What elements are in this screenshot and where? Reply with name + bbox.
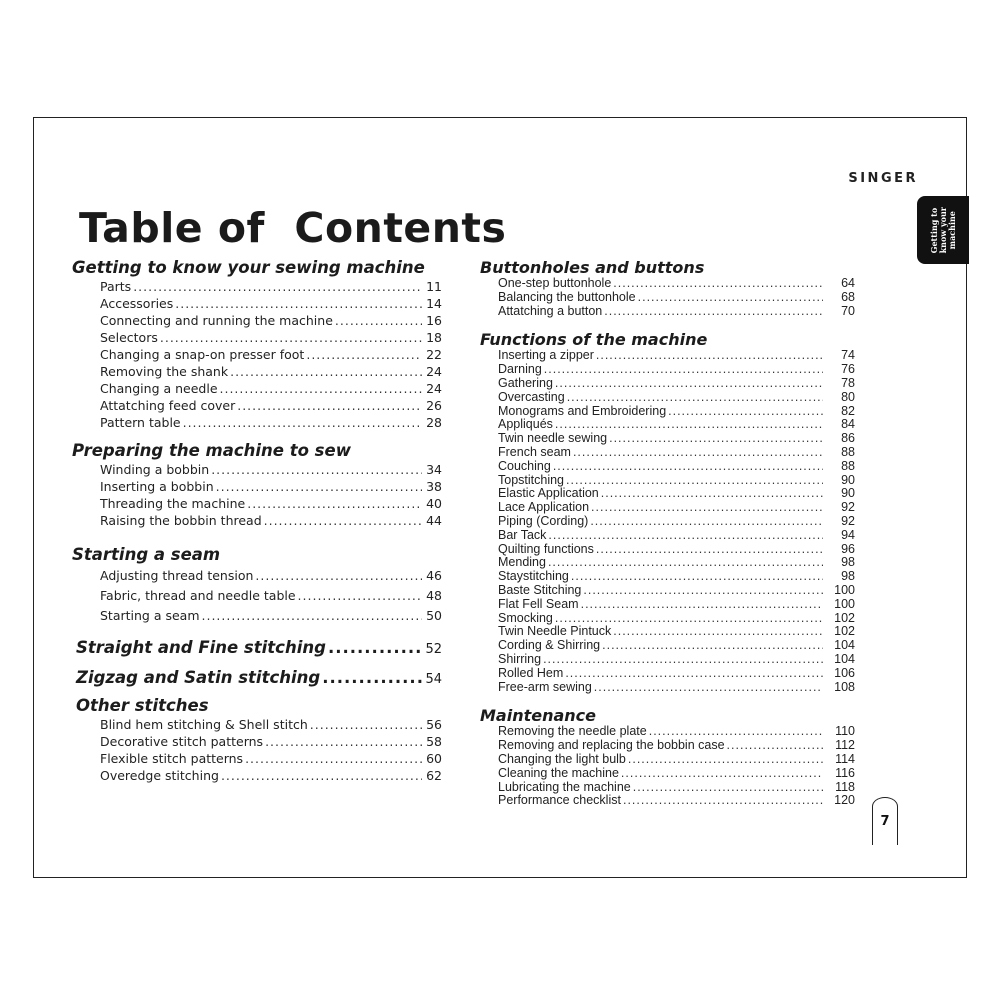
leader-dots (555, 418, 823, 432)
toc-entry[interactable] (72, 295, 442, 312)
leader-dots (565, 667, 823, 681)
entry-page: 98 (841, 555, 855, 570)
leader-dots (555, 612, 823, 626)
entry-label: Piping (Cording) (498, 513, 589, 528)
entry-label: Couching (498, 458, 551, 473)
toc-entry[interactable] (72, 586, 442, 606)
entry-label: Parts (100, 279, 132, 294)
leader-dots (160, 329, 422, 346)
entry-label: Balancing the buttonhole (498, 289, 636, 304)
entry-page: 50 (426, 608, 442, 623)
leader-dots (548, 556, 823, 570)
toc-chapter-entry[interactable] (72, 664, 442, 692)
entry-page: 100 (834, 582, 855, 597)
entry-label: Performance checklist (498, 793, 621, 808)
toc-section (480, 330, 855, 694)
leader-dots (245, 750, 422, 767)
toc-entry[interactable] (72, 716, 442, 733)
leader-dots (566, 474, 823, 488)
toc-entry[interactable] (480, 556, 855, 570)
entry-label: Threading the machine (100, 496, 246, 511)
chapter-entry-page: 54 (425, 672, 442, 687)
entry-page: 102 (834, 624, 855, 639)
entry-page: 68 (841, 289, 855, 304)
section-heading: Preparing the machine to sew (72, 441, 351, 460)
entry-label: Cording & Shirring (498, 638, 601, 653)
toc-entry[interactable] (72, 329, 442, 346)
toc-entry[interactable] (72, 346, 442, 363)
toc-entry[interactable] (72, 495, 442, 512)
leader-dots (596, 349, 823, 363)
entry-label: Bar Tack (498, 527, 547, 542)
toc-entry[interactable] (480, 529, 855, 543)
toc-entry[interactable] (480, 781, 855, 795)
toc-entry[interactable] (480, 570, 855, 584)
entry-page: 104 (834, 638, 855, 653)
entry-page: 90 (841, 472, 855, 487)
leader-dots (591, 501, 823, 515)
toc-entry[interactable] (480, 543, 855, 557)
toc-entry[interactable] (480, 625, 855, 639)
leader-dots (621, 767, 823, 781)
entry-label: Lace Application (498, 500, 590, 515)
entry-page: 78 (841, 375, 855, 390)
entry-page: 58 (426, 734, 442, 749)
entry-label: Attatching a button (498, 303, 603, 318)
leader-dots (596, 543, 823, 557)
toc-entry[interactable] (480, 794, 855, 808)
entry-label: Removing the needle plate (498, 724, 647, 739)
entry-label: Staystitching (498, 569, 569, 584)
leader-dots (604, 305, 823, 319)
toc-section (480, 258, 855, 318)
toc-entry[interactable] (480, 653, 855, 667)
entry-label: Removing and replacing the bobbin case (498, 738, 725, 753)
toc-entry[interactable] (480, 725, 855, 739)
entry-label: Quilting functions (498, 541, 594, 556)
entry-label: Connecting and running the machine (100, 313, 333, 328)
toc-entry[interactable] (480, 405, 855, 419)
entry-label: Winding a bobbin (100, 462, 210, 477)
entry-page: 118 (835, 779, 855, 794)
toc-entry[interactable] (480, 639, 855, 653)
toc-entry[interactable] (480, 291, 855, 305)
entry-label: Overcasting (498, 389, 565, 404)
entry-label: Gathering (498, 375, 553, 390)
chapter-entry-label: Zigzag and Satin stitching (76, 668, 321, 687)
leader-dots (543, 653, 823, 667)
leader-dots (649, 725, 823, 739)
entry-page: 80 (841, 389, 855, 404)
leader-dots (265, 733, 422, 750)
toc-entry[interactable] (480, 432, 855, 446)
leader-dots (264, 512, 422, 529)
entry-label: Shirring (498, 651, 542, 666)
section-heading: Other stitches (76, 696, 209, 715)
leader-dots (216, 478, 422, 495)
entry-page: 56 (426, 717, 442, 732)
toc-entry[interactable] (72, 478, 442, 495)
leader-dots (590, 515, 823, 529)
entry-label: Baste Stitching (498, 582, 582, 597)
entry-page: 84 (841, 417, 855, 432)
leader-dots (638, 291, 823, 305)
leader-dots (609, 432, 823, 446)
leader-dots (668, 405, 823, 419)
entry-page: 96 (841, 541, 855, 556)
leader-dots (298, 586, 422, 606)
leader-dots (613, 625, 823, 639)
toc-entry[interactable] (72, 750, 442, 767)
toc-entry[interactable] (72, 278, 442, 295)
toc-entry[interactable] (72, 512, 442, 529)
brand-logo: SINGER (848, 171, 918, 186)
entry-label: Attatching feed cover (100, 398, 236, 413)
leader-dots (237, 397, 422, 414)
section-items (72, 716, 442, 784)
entry-label: Flat Fell Seam (498, 596, 579, 611)
entry-page: 40 (426, 496, 442, 511)
section-items (72, 461, 442, 529)
toc-entry[interactable] (480, 767, 855, 781)
leader-dots (544, 363, 823, 377)
entry-page: 24 (426, 381, 442, 396)
entry-page: 92 (841, 500, 855, 515)
entry-page: 18 (426, 330, 442, 345)
page-title: Table of Contents (79, 204, 507, 252)
section-heading: Getting to know your sewing machine (72, 258, 425, 277)
entry-label: Adjusting thread tension (100, 568, 254, 583)
entry-page: 24 (426, 364, 442, 379)
entry-label: Elastic Application (498, 486, 599, 501)
entry-page: 104 (834, 651, 855, 666)
entry-label: One-step buttonhole (498, 276, 612, 290)
chapter-side-tab-label: Getting to know your machine (928, 206, 957, 254)
toc-entry[interactable] (480, 349, 855, 363)
toc-chapter-entry[interactable] (72, 634, 442, 662)
entry-label: Free-arm sewing (498, 679, 592, 694)
entry-label: Rolled Hem (498, 665, 564, 680)
toc-right-column (480, 258, 855, 808)
entry-page: 60 (426, 751, 442, 766)
entry-label: Selectors (100, 330, 158, 345)
entry-page: 76 (841, 362, 855, 377)
leader-dots (571, 570, 823, 584)
toc-entry[interactable] (480, 305, 855, 319)
entry-page: 74 (841, 348, 855, 363)
entry-page: 22 (426, 347, 442, 362)
toc-section (72, 441, 442, 529)
toc-section (72, 696, 442, 784)
leader-dots (175, 295, 422, 312)
section-items (72, 566, 442, 626)
entry-page: 112 (835, 738, 855, 753)
toc-left-column (72, 258, 442, 784)
entry-page: 62 (426, 768, 442, 783)
entry-page: 48 (426, 588, 442, 603)
entry-page: 120 (834, 793, 855, 808)
leader-dots (555, 377, 823, 391)
chapter-entry-page: 52 (425, 642, 442, 657)
entry-page: 28 (426, 415, 442, 430)
toc-entry[interactable] (480, 598, 855, 612)
entry-page: 114 (835, 751, 855, 766)
entry-page: 16 (426, 313, 442, 328)
toc-entry[interactable] (480, 391, 855, 405)
toc-entry[interactable] (72, 461, 442, 478)
entry-label: Pattern table (100, 415, 181, 430)
leader-dots (727, 739, 823, 753)
entry-page: 34 (426, 462, 442, 477)
leader-dots (602, 639, 823, 653)
toc-entry[interactable] (480, 446, 855, 460)
entry-label: Lubricating the machine (498, 779, 631, 794)
toc-entry[interactable] (480, 739, 855, 753)
toc-section (72, 258, 442, 431)
entry-page: 94 (841, 527, 855, 542)
entry-page: 88 (841, 444, 855, 459)
entry-label: Appliqués (498, 417, 553, 432)
section-items (480, 725, 855, 808)
page-number: 7 (872, 797, 898, 845)
leader-dots (628, 753, 823, 767)
entry-page: 82 (841, 403, 855, 418)
toc-entry[interactable] (480, 515, 855, 529)
toc-entry[interactable] (72, 733, 442, 750)
toc-entry[interactable] (480, 612, 855, 626)
leader-dots (211, 461, 422, 478)
entry-page: 14 (426, 296, 442, 311)
leader-dots (183, 414, 422, 431)
entry-label: Removing the shank (100, 364, 229, 379)
toc-entry[interactable] (72, 397, 442, 414)
toc-entry[interactable] (480, 363, 855, 377)
leader-dots (567, 391, 823, 405)
entry-page: 88 (841, 458, 855, 473)
toc-entry[interactable] (480, 584, 855, 598)
toc-section (72, 545, 442, 626)
entry-label: Decorative stitch patterns (100, 734, 264, 749)
entry-label: Changing the light bulb (498, 751, 626, 766)
entry-label: Twin Needle Pintuck (498, 624, 612, 639)
entry-label: Cleaning the machine (498, 765, 619, 780)
toc-section (480, 706, 855, 808)
entry-page: 26 (426, 398, 442, 413)
section-heading: Buttonholes and buttons (480, 258, 705, 277)
section-items (480, 349, 855, 694)
leader-dots (583, 584, 823, 598)
entry-page: 11 (426, 279, 442, 294)
toc-entry[interactable] (72, 414, 442, 431)
section-items (72, 278, 442, 431)
leader-dots (581, 598, 823, 612)
toc-entry[interactable] (72, 363, 442, 380)
leader-dots (306, 346, 422, 363)
chapter-entry-label: Straight and Fine stitching (76, 638, 326, 657)
entry-label: Flexible stitch patterns (100, 751, 244, 766)
entry-label: Changing a needle (100, 381, 218, 396)
leader-dots (548, 529, 823, 543)
entry-label: Changing a snap-on presser foot (100, 347, 305, 362)
entry-label: French seam (498, 444, 571, 459)
toc-entry[interactable] (480, 418, 855, 432)
entry-page: 116 (835, 765, 855, 780)
entry-page: 46 (426, 568, 442, 583)
entry-page: 106 (834, 665, 855, 680)
entry-label: Topstitching (498, 472, 565, 487)
leader-dots (335, 312, 422, 329)
entry-page: 38 (426, 479, 442, 494)
toc-entry[interactable] (480, 460, 855, 474)
leader-dots (202, 606, 422, 626)
leader-dots (255, 566, 422, 586)
entry-label: Inserting a bobbin (100, 479, 214, 494)
toc-entry[interactable] (72, 312, 442, 329)
entry-page: 98 (841, 569, 855, 584)
toc-entry[interactable] (480, 277, 855, 291)
toc-entry[interactable] (480, 667, 855, 681)
entry-label: Smocking (498, 610, 553, 625)
entry-page: 110 (835, 724, 855, 739)
entry-label: Monograms and Embroidering (498, 403, 667, 418)
manual-page (33, 117, 967, 878)
toc-entry[interactable] (72, 566, 442, 586)
entry-page: 64 (841, 276, 855, 290)
toc-entry[interactable] (480, 501, 855, 515)
section-heading: Functions of the machine (480, 330, 708, 350)
leader-dots (133, 278, 422, 295)
entry-label: Fabric, thread and needle table (100, 588, 296, 603)
toc-entry[interactable] (480, 753, 855, 767)
entry-label: Accessories (100, 296, 174, 311)
entry-label: Twin needle sewing (498, 431, 608, 446)
toc-entry[interactable] (480, 681, 855, 695)
entry-label: Mending (498, 555, 546, 570)
toc-entry[interactable] (480, 474, 855, 488)
entry-page: 70 (841, 303, 855, 318)
leader-dots (322, 664, 423, 692)
entry-label: Overedge stitching (100, 768, 219, 783)
leader-dots (230, 363, 422, 380)
entry-label: Raising the bobbin thread (100, 513, 262, 528)
entry-page: 44 (426, 513, 442, 528)
entry-label: Darning (498, 362, 542, 377)
leader-dots (601, 487, 823, 501)
leader-dots (594, 681, 823, 695)
toc-entry[interactable] (72, 606, 442, 626)
entry-page: 86 (841, 431, 855, 446)
entry-label: Inserting a zipper (498, 348, 594, 363)
leader-dots (613, 277, 823, 291)
toc-entry[interactable] (480, 487, 855, 501)
leader-dots (310, 716, 422, 733)
leader-dots (221, 767, 422, 784)
entry-page: 108 (834, 679, 855, 694)
entry-page: 102 (834, 610, 855, 625)
entry-label: Starting a seam (100, 608, 200, 623)
chapter-side-tab (917, 196, 969, 264)
entry-page: 90 (841, 486, 855, 501)
toc-entry[interactable] (480, 377, 855, 391)
toc-entry[interactable] (72, 380, 442, 397)
entry-page: 100 (834, 596, 855, 611)
entry-page: 92 (841, 513, 855, 528)
section-items (480, 277, 855, 318)
section-heading: Maintenance (480, 706, 597, 726)
leader-dots (553, 460, 823, 474)
entry-label: Blind hem stitching & Shell stitch (100, 717, 308, 732)
leader-dots (220, 380, 422, 397)
leader-dots (247, 495, 422, 512)
leader-dots (573, 446, 823, 460)
leader-dots (633, 781, 823, 795)
leader-dots (328, 634, 424, 662)
leader-dots (623, 794, 823, 808)
toc-entry[interactable] (72, 767, 442, 784)
section-heading: Starting a seam (72, 545, 221, 564)
